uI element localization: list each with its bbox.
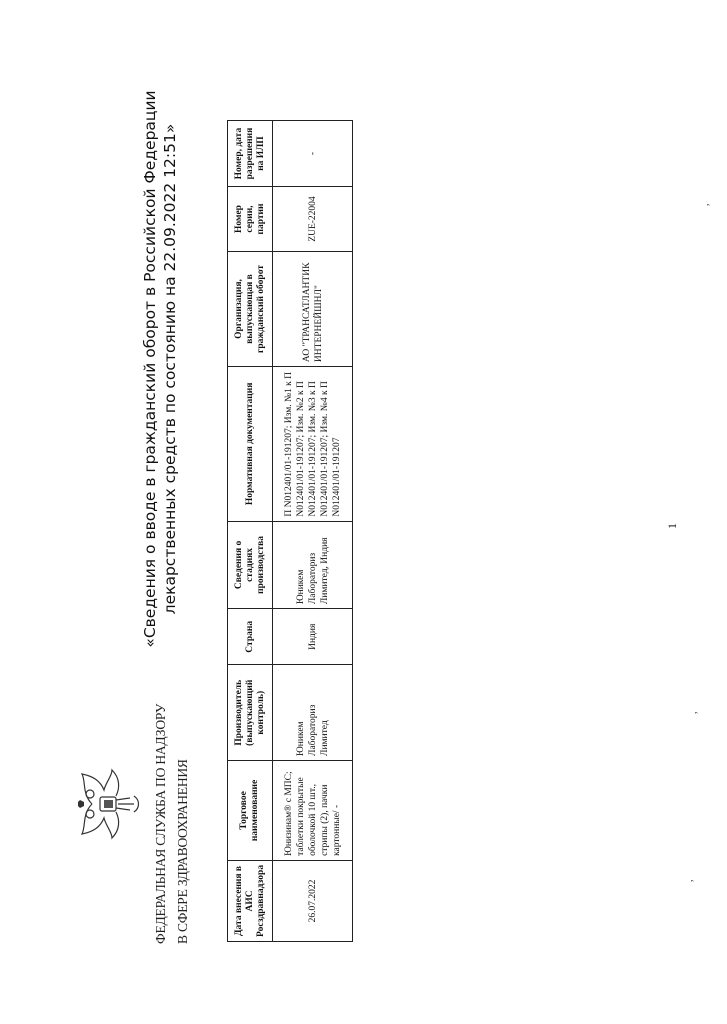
- header-production-stages: Сведения о стадиях производства: [228, 521, 273, 608]
- cell-trade-name: Юнизинам® с МПС; таблетки покрытые оболочкой 10 шт., стрипы (2), пачки картонные/ -: [273, 760, 353, 860]
- scan-mark: ,: [688, 711, 699, 714]
- cell-batch-number: ZUE-22004: [273, 187, 353, 252]
- table-header-row: [228, 121, 273, 942]
- header-batch-number: Номер серии, партии: [228, 187, 273, 252]
- header-regulatory-docs: Нормативная документация: [228, 367, 273, 522]
- header-manufacturer: Производитель (выпускающий контроль): [228, 665, 273, 761]
- cell-manufacturer: Юникем Лабораториз Лимитед: [273, 665, 353, 761]
- header-permit-number: Номер, дата разрешения на ИЛП: [228, 121, 273, 187]
- agency-line-2: В СФЕРЕ ЗДРАВООХРАНЕНИЯ: [175, 759, 190, 944]
- page-number: 1: [665, 523, 679, 529]
- cell-production-stages: Юникем Лабораториз Лимитед, Индия: [273, 521, 353, 608]
- cell-country: Индия: [273, 609, 353, 665]
- header-trade-name: Торговое наименование: [228, 760, 273, 860]
- title-line-2: лекарственных средств по состоянию на 22.09.2022 12:51»: [161, 123, 179, 615]
- header-date-added: Дата внесения в АИС Росздравнадзора: [228, 860, 273, 941]
- double-headed-eagle-emblem-icon: [78, 764, 144, 844]
- title-line-1: «Сведения о вводе в гражданский оборот в Российской Федерации: [141, 90, 159, 648]
- cell-date-added: 26.07.2022: [273, 860, 353, 941]
- scan-mark: ,: [700, 203, 711, 206]
- table-row: [273, 121, 353, 942]
- cell-permit-number: -: [273, 121, 353, 187]
- header-releasing-organization: Организация, выпускающая в гражданский оборот: [228, 251, 273, 366]
- agency-name: [150, 704, 194, 944]
- agency-line-1: ФЕДЕРАЛЬНАЯ СЛУЖБА ПО НАДЗОРУ: [153, 703, 168, 944]
- document-title: [140, 49, 180, 689]
- cell-regulatory-docs: П N012401/01-191207; Изм. №1 к П N012401/01-191207; Изм. №2 к П N012401/01-191207; Изм. №3 к П N012401/01-191207; Изм. №4 к П N012401/01-191207: [273, 367, 353, 522]
- scan-mark: ,: [684, 879, 695, 882]
- drug-release-table: [227, 120, 353, 942]
- header-country: Страна: [228, 609, 273, 665]
- cell-releasing-organization: АО "ТРАНСАТЛАНТИК ИНТЕРНЕЙШНЛ": [273, 251, 353, 366]
